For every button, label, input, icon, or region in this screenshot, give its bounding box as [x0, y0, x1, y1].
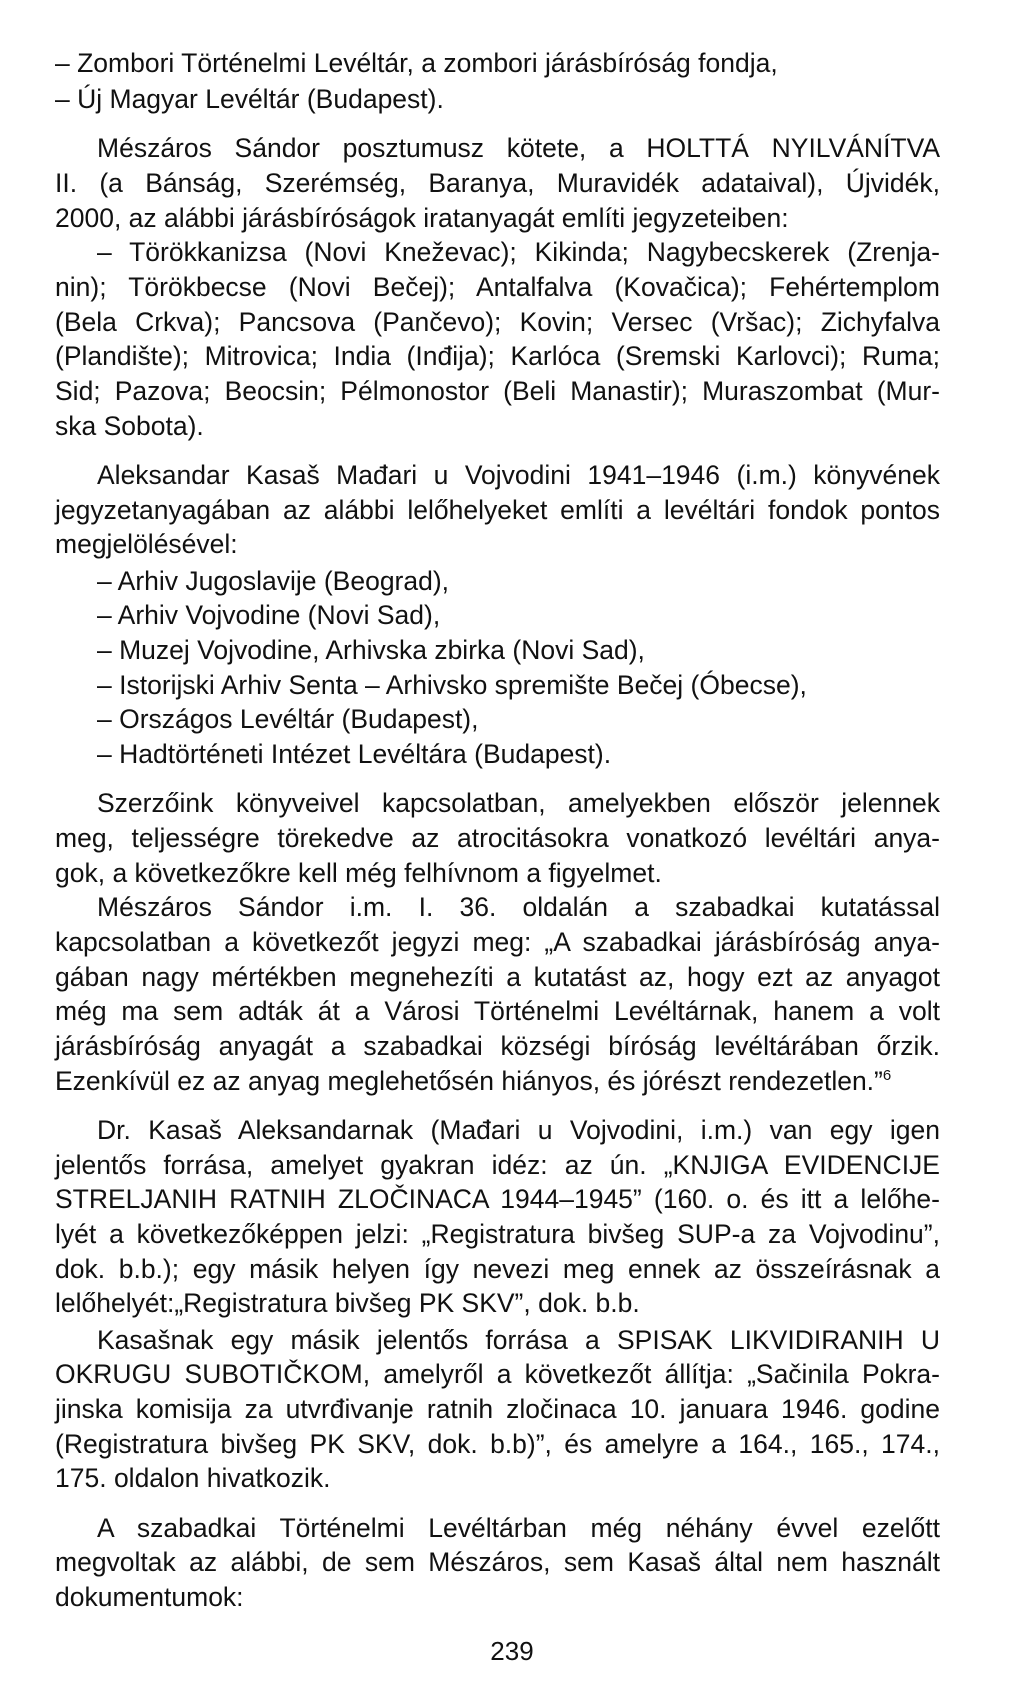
text-line: – Arhiv Jugoslavije (Beograd),: [97, 566, 450, 596]
text-line: meg, teljességre törekedve az atrocitásokra vonatkozó levéltári anya-: [55, 823, 940, 853]
text-line: II. (a Bánság, Szerémség, Baranya, Muravidék adataival), Újvidék,: [55, 168, 940, 198]
page-number: 239: [490, 1636, 534, 1666]
text-line: STRELJANIH RATNIH ZLOČINACA 1944–1945” (160. o. és itt a lelőhe-: [55, 1184, 940, 1214]
text-line: – Országos Levéltár (Budapest),: [97, 704, 479, 734]
footnote-marker: 6: [882, 1067, 892, 1085]
text-line: járásbíróság anyagát a szabadkai községi bíróság levéltárában őrzik.: [55, 1031, 940, 1061]
text-line: (Plandište); Mitrovica; India (Inđija); Karlóca (Sremski Karlovci); Ruma;: [55, 341, 940, 371]
text-line: gok, a következőkre kell még felhívnom a figyelmet.: [55, 858, 662, 888]
text-line: 2000, az alábbi járásbíróságok iratanyagát említi jegyzeteiben:: [55, 203, 789, 233]
text-line: Szerzőink könyveivel kapcsolatban, amelyekben először jelennek: [97, 788, 940, 818]
text-line: Mészáros Sándor posztumusz kötete, a HOLTTÁ NYILVÁNÍTVA: [97, 133, 940, 163]
text-line: lyét a következőképpen jelzi: „Registratura bivšeg SUP-a za Vojvodinu”,: [55, 1219, 940, 1249]
text-line: kapcsolatban a következőt jegyzi meg: „A szabadkai járásbíróság anya-: [55, 927, 940, 957]
text-line: (Registratura bivšeg PK SKV, dok. b.b)”, és amelyre a 164., 165., 174.,: [55, 1429, 940, 1459]
text-line: megjelölésével:: [55, 529, 238, 559]
text-line: Mészáros Sándor i.m. I. 36. oldalán a szabadkai kutatással: [97, 892, 940, 922]
text-line: – Muzej Vojvodine, Arhivska zbirka (Novi Sad),: [97, 635, 645, 665]
text-line: – Új Magyar Levéltár (Budapest).: [55, 84, 444, 114]
text-line: nin); Törökbecse (Novi Bečej); Antalfalva (Kovačica); Fehértemplom: [55, 272, 940, 302]
text-line: dok. b.b.); egy másik helyen így nevezi meg ennek az összeírásnak a: [55, 1254, 940, 1284]
text-line: 175. oldalon hivatkozik.: [55, 1463, 331, 1493]
text-line: – Istorijski Arhiv Senta – Arhivsko spremište Bečej (Óbecse),: [97, 670, 807, 700]
text-line: jelentős forrása, amelyet gyakran idéz: az ún. „KNJIGA EVIDENCIJE: [55, 1150, 940, 1180]
text-line: jegyzetanyagában az alábbi lelőhelyeket említi a levéltári fondok pontos: [55, 495, 940, 525]
text-line: – Törökkanizsa (Novi Kneževac); Kikinda; Nagybecskerek (Zrenja-: [97, 237, 940, 267]
text-line: – Arhiv Vojvodine (Novi Sad),: [97, 600, 441, 630]
text-line: megvoltak az alábbi, de sem Mészáros, sem Kasaš által nem használt: [55, 1547, 940, 1577]
text-line: Aleksandar Kasaš Mađari u Vojvodini 1941–1946 (i.m.) könyvének: [97, 460, 940, 490]
text-line: – Zombori Történelmi Levéltár, a zombori járásbíróság fondja,: [55, 48, 778, 78]
text-line: még ma sem adták át a Városi Történelmi Levéltárnak, hanem a volt: [55, 996, 940, 1026]
text-line: jinska komisija za utvrđivanje ratnih zločinaca 10. januara 1946. godine: [55, 1394, 940, 1424]
text-line: – Hadtörténeti Intézet Levéltára (Budapest).: [97, 739, 612, 769]
text-line: Sid; Pazova; Beocsin; Pélmonostor (Beli Manastir); Muraszombat (Mur-: [55, 376, 940, 406]
text-line: Dr. Kasaš Aleksandarnak (Mađari u Vojvodini, i.m.) van egy igen: [97, 1115, 940, 1145]
text-line: gában nagy mértékben megnehezíti a kutatást az, hogy ezt az anyagot: [55, 962, 940, 992]
text-line: (Bela Crkva); Pancsova (Pančevo); Kovin; Versec (Vršac); Zichyfalva: [55, 307, 940, 337]
text-line: A szabadkai Történelmi Levéltárban még néhány évvel ezelőtt: [97, 1513, 940, 1543]
text-line: OKRUGU SUBOTIČKOM, amelyről a következőt állítja: „Sačinila Pokra-: [55, 1359, 940, 1389]
text-line: Ezenkívül ez az anyag meglehetősén hiányos, és jórészt rendezetlen.”$^6$: [55, 1066, 892, 1096]
text-line: lelőhelyét:„Registratura bivšeg PK SKV”, dok. b.b.: [55, 1288, 640, 1318]
text-line: dokumentumok:: [55, 1582, 244, 1612]
text-line: ska Sobota).: [55, 411, 204, 441]
text-line: Kasašnak egy másik jelentős forrása a SPISAK LIKVIDIRANIH U: [97, 1325, 940, 1355]
